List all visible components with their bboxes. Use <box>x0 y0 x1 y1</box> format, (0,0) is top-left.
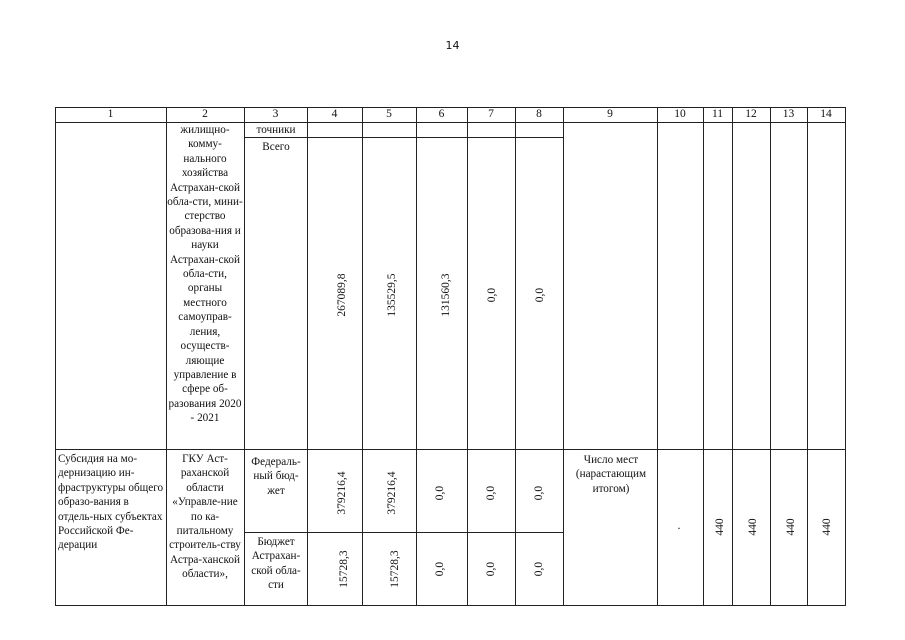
indicator-places: Число мест (нарастающим итогом) <box>575 454 647 495</box>
federal-value-col6: 0,0 <box>434 485 446 501</box>
regional-value-col7: 0,0 <box>485 561 497 577</box>
budget-table <box>55 107 845 606</box>
federal-value-col7: 0,0 <box>485 485 497 501</box>
continuation-executor: жилищно-комму-нального хозяйства Астрахан-ской обла-сти, мини-стерство образова-ния и науки Астрахан-ской обла-сти, органы местного самоуправ-ления, осуществ-ляющие управление в сфере об-разования 2020 - 2021 <box>167 124 243 425</box>
target-col12: 440 <box>747 518 759 536</box>
funding-sources-label: точники <box>256 124 296 136</box>
col-header-3: 3 <box>272 108 279 120</box>
col-header-13: 13 <box>782 108 795 120</box>
federal-value-col5: 379216,4 <box>386 471 398 515</box>
page-number: 14 <box>445 39 460 52</box>
total-value-col6: 131560,3 <box>440 273 452 317</box>
col-header-14: 14 <box>820 108 832 120</box>
regional-value-col8: 0,0 <box>533 561 545 577</box>
total-value-col8: 0,0 <box>534 287 546 303</box>
subsidy-event-name: Субсидия на мо-дернизацию ин-фраструктуры общего образо-вания в отдель-ных субъектах Российской Фе-дерации <box>58 453 164 552</box>
source-federal-budget: Федераль-ный бюд-жет <box>251 456 301 497</box>
col-header-7: 7 <box>488 108 494 120</box>
total-value-col4: 267089,8 <box>336 273 348 317</box>
col-header-4: 4 <box>331 108 338 120</box>
col-header-5: 5 <box>386 108 392 120</box>
col-header-6: 6 <box>438 108 445 120</box>
col-header-9: 9 <box>607 108 613 120</box>
col-header-8: 8 <box>536 108 542 120</box>
regional-value-col5: 15728,3 <box>389 550 401 588</box>
col10-mark: · <box>677 521 681 535</box>
federal-value-col4: 379216,4 <box>336 471 348 515</box>
source-regional-budget: Бюджет Астрахан-ской обла-сти <box>251 536 301 592</box>
target-col11: 440 <box>714 518 726 536</box>
regional-value-col4: 15728,3 <box>338 550 350 588</box>
target-col14: 440 <box>821 518 833 536</box>
total-value-col5: 135529,5 <box>386 273 398 317</box>
col-header-12: 12 <box>745 108 757 120</box>
total-value-col7: 0,0 <box>486 287 498 303</box>
col-header-11: 11 <box>711 108 724 120</box>
col-header-2: 2 <box>202 108 208 120</box>
target-col13: 440 <box>785 518 797 536</box>
funding-source-total: Всего <box>262 141 290 153</box>
federal-value-col8: 0,0 <box>533 485 545 501</box>
regional-value-col6: 0,0 <box>434 561 446 577</box>
subsidy-executor: ГКУ Аст-раханской области «Управле-ние по ка-питальному строитель-ству Астра-ханской области», <box>169 453 241 581</box>
col-header-10: 10 <box>674 108 686 120</box>
col-header-1: 1 <box>107 108 114 120</box>
